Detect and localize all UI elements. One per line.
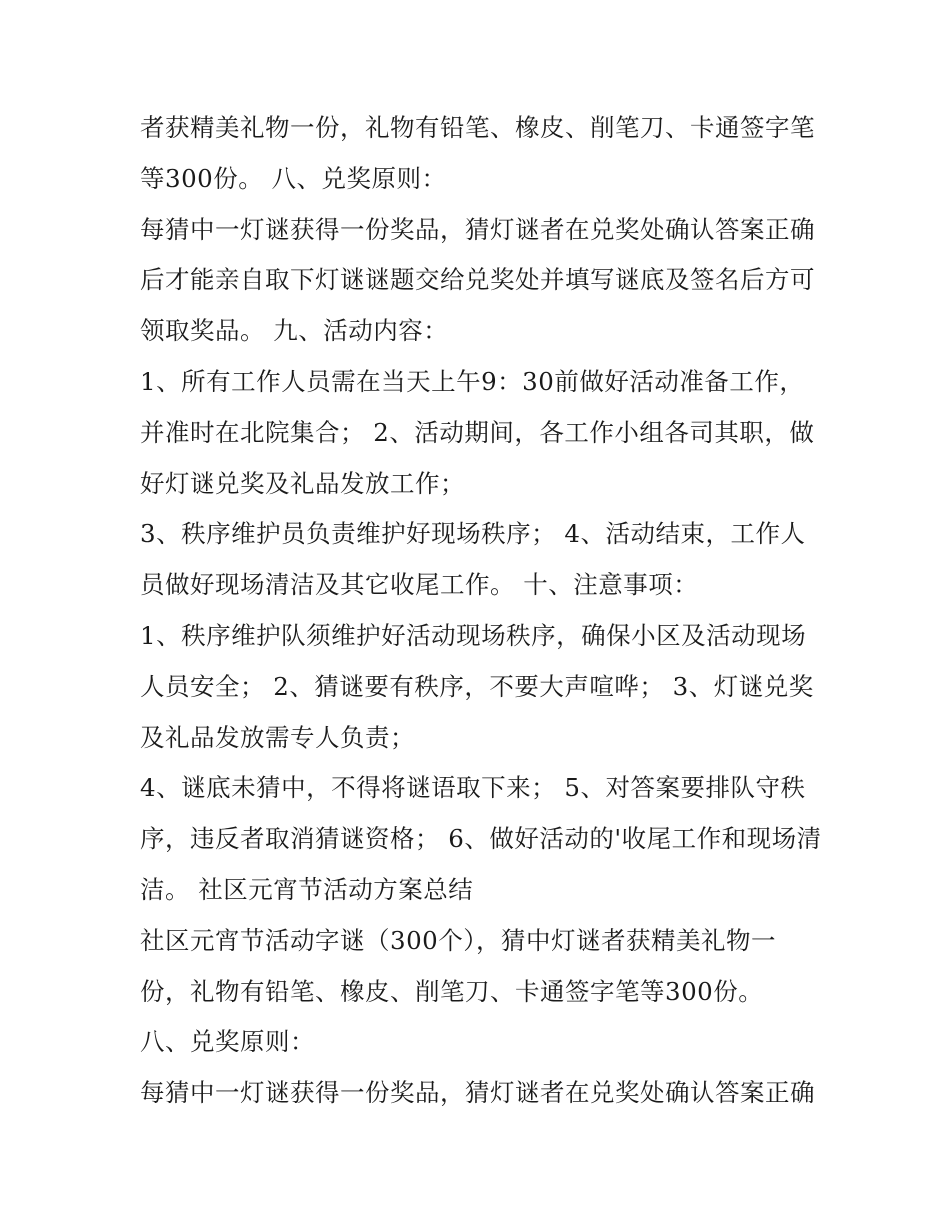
text-line: 每猜中一灯谜获得一份奖品，猜灯谜者在兑奖处确认答案正确 — [140, 214, 815, 244]
text-line: 领取奖品。 九、活动内容： — [140, 316, 449, 346]
text-line: 等300份。 八、兑奖原则： — [140, 163, 447, 193]
text-line: 社区元宵节活动字谜（300个），猜中灯谜者获精美礼物一 — [140, 925, 777, 955]
text-line: 4、谜底未猜中，不得将谜语取下来； 5、对答案要排队守秩 — [140, 773, 806, 803]
text-line: 并准时在北院集合； 2、活动期间，各工作小组各司其职，做 — [140, 417, 815, 447]
text-line: 份，礼物有铅笔、橡皮、削笔刀、卡通签字笔等300份。 — [140, 976, 764, 1006]
text-line: 序，违反者取消猜谜资格； 6、做好活动的'收尾工作和现场清 — [140, 824, 822, 854]
text-line: 员做好现场清洁及其它收尾工作。 十、注意事项： — [140, 570, 699, 600]
text-line: 洁。 社区元宵节活动方案总结 — [140, 874, 474, 904]
text-line: 人员安全； 2、猜谜要有秩序，不要大声喧哗； 3、灯谜兑奖 — [140, 671, 814, 701]
text-line: 好灯谜兑奖及礼品发放工作； — [140, 468, 465, 498]
text-line: 八、兑奖原则： — [140, 1027, 315, 1057]
document-body — [140, 103, 830, 1119]
text-line: 每猜中一灯谜获得一份奖品，猜灯谜者在兑奖处确认答案正确 — [140, 1078, 815, 1108]
text-line: 1、秩序维护队须维护好活动现场秩序，确保小区及活动现场 — [140, 620, 807, 650]
text-line: 1、所有工作人员需在当天上午9：30前做好活动准备工作， — [140, 366, 805, 396]
text-line: 及礼品发放需专人负责； — [140, 722, 415, 752]
text-line: 者获精美礼物一份，礼物有铅笔、橡皮、削笔刀、卡通签字笔 — [140, 113, 815, 142]
text-line: 后才能亲自取下灯谜谜题交给兑奖处并填写谜底及签名后方可 — [140, 265, 815, 295]
text-line: 3、秩序维护员负责维护好现场秩序； 4、活动结束，工作人 — [140, 519, 806, 549]
